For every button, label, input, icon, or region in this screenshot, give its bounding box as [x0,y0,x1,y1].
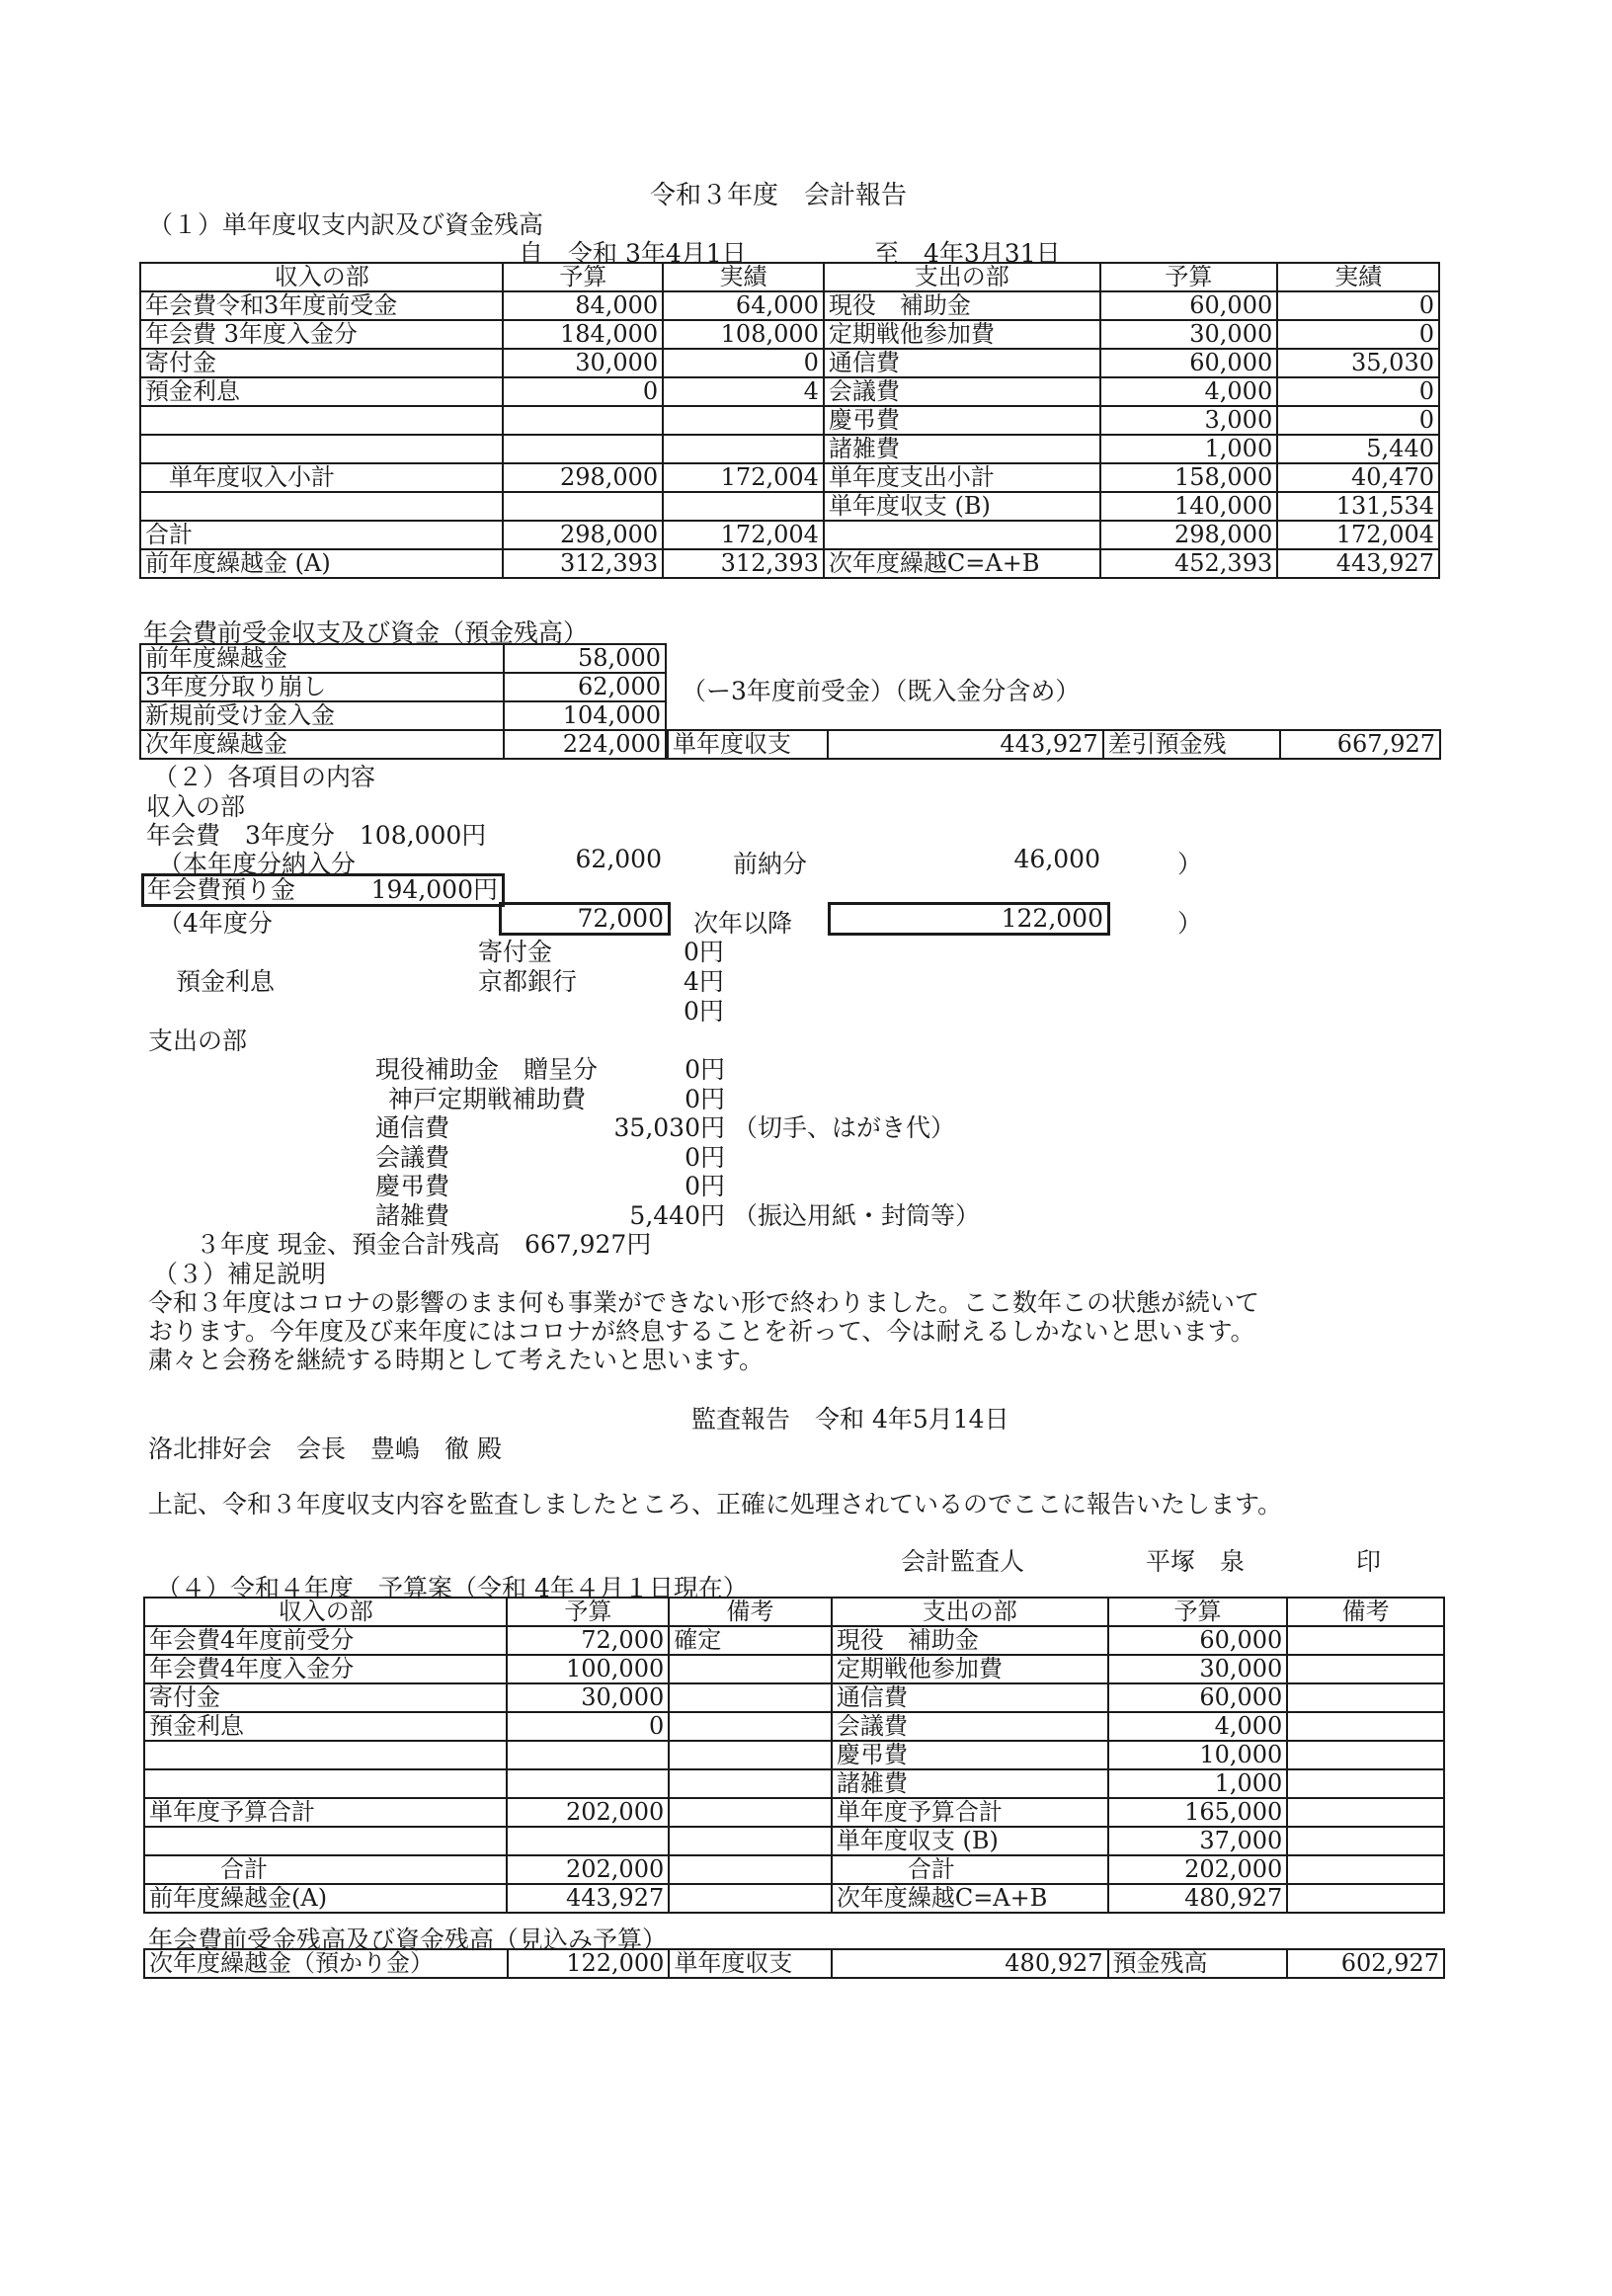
income-budget-cell: 30,000 [503,349,663,377]
income-budget-cell: 298,000 [503,463,663,492]
expense-actual-cell: 172,004 [1277,521,1439,549]
table-row [144,1683,1444,1712]
income-budget-cell: 84,000 [503,291,663,320]
income-item-cell [140,435,503,463]
expense-item-value: 0円 [685,1142,725,1172]
expense-item-cell: 諸雑費 [832,1769,1108,1798]
donation-value: 0円 [684,938,724,966]
income-budget-cell [507,1769,669,1798]
table-row [144,1626,1444,1655]
period-from: 自 令和 3年4月1日 [519,239,747,268]
income-actual-cell: 312,393 [663,549,824,578]
income-budget-cell: 30,000 [507,1683,669,1712]
auditor-name: 平塚 泉 [1146,1547,1246,1576]
expense-item-cell: 慶弔費 [824,406,1100,435]
income-actual-cell [663,435,824,463]
income-budget-cell: 202,000 [507,1855,669,1884]
expense-budget-cell: 165,000 [1108,1798,1288,1827]
income-item-cell: 年会費4年度前受分 [144,1626,507,1655]
forecast-single-label: 単年度収支 [669,1949,832,1978]
prepaid-note: （ー3年度前受金）（既入金分含め） [682,677,1081,705]
income-expense-table [139,262,1440,579]
expense-item-cell: 定期戦他参加費 [832,1655,1108,1683]
expense-item-value: 0円 [685,1084,725,1113]
audit-heading: 監査報告 令和 4年5月14日 [691,1405,1009,1434]
table-row [140,435,1439,463]
expense-item-cell: 通信費 [832,1683,1108,1712]
table-row [140,673,666,701]
expense-actual-cell: 0 [1277,320,1439,349]
period-to: 至 4年3月31日 [874,239,1061,268]
bank-value: 4円 [684,967,724,996]
expense-remarks-cell [1287,1884,1444,1913]
prepaid-item-cell: 新規前受け金入金 [140,701,504,730]
income-item-cell: 前年度繰越金(A) [144,1884,507,1913]
expense-remarks-cell [1287,1827,1444,1855]
expense-item-cell: 会議費 [832,1712,1108,1741]
table-row [144,1798,1444,1827]
income-item-cell: 寄付金 [144,1683,507,1712]
income-item-header: 収入の部 [144,1598,507,1626]
forecast-label: 次年度繰越金（預かり金） [144,1949,508,1978]
diff-balance-label: 差引預金残 [1103,730,1281,759]
income-budget-cell [503,435,663,463]
forecast-balance-label: 預金残高 [1108,1949,1288,1978]
expense-budget-cell: 37,000 [1108,1827,1288,1855]
income-actual-cell [663,492,824,521]
prepay-value: 46,000 [1013,845,1100,873]
expense-item-cell: 現役 補助金 [824,291,1100,320]
income-budget-cell: 100,000 [507,1655,669,1683]
expense-item-header: 支出の部 [832,1598,1108,1626]
expense-remarks-header: 備考 [1287,1598,1444,1626]
income-item-cell: 預金利息 [144,1712,507,1741]
income-budget-cell [507,1741,669,1769]
expense-actual-cell: 0 [1277,291,1439,320]
table-row [144,1712,1444,1741]
donation-label: 寄付金 [478,938,553,966]
income-actual-cell: 4 [663,377,824,406]
income-actual-header: 実績 [663,263,824,291]
income-item-cell: 合計 [140,521,503,549]
expense-actual-header: 実績 [1277,263,1439,291]
note-line-2: おります。今年度及び来年度にはコロナが終息することを祈って、今は耐えるしかないと思います。 [148,1317,1255,1346]
fee-sub-value: 62,000 [575,845,662,873]
income-budget-cell [503,492,663,521]
expense-item-label: 現役補助金 贈呈分 [375,1055,599,1084]
forecast-heading: 年会費前受金残高及び資金残高（見込み予算） [148,1926,668,1954]
audit-body: 上記、令和３年度収支内容を監査しましたところ、正確に処理されているのでここに報告いたします。 [148,1490,1283,1518]
income-actual-cell: 108,000 [663,320,824,349]
expense-remarks-cell [1287,1626,1444,1655]
expense-budget-header: 予算 [1100,263,1278,291]
section2-heading: （２）各項目の内容 [153,763,376,791]
expense-remarks-cell [1287,1769,1444,1798]
next-label: 次年以降 [693,909,793,938]
expense-item-cell: 会議費 [824,377,1100,406]
bank-label: 京都銀行 [478,967,578,996]
expense-item-cell: 諸雑費 [824,435,1100,463]
expense-item-value: 0円 [685,1172,725,1200]
deposit-box [141,873,505,907]
table-row [140,463,1439,492]
other-value: 0円 [684,997,724,1025]
income-budget-cell: 298,000 [503,521,663,549]
expense-remarks-cell [1287,1712,1444,1741]
income-budget-cell: 312,393 [503,549,663,578]
expense-item-cell: 現役 補助金 [832,1626,1108,1655]
expense-item-cell: 次年度繰越C=A+B [832,1884,1108,1913]
prepaid-amount-cell: 62,000 [504,673,666,701]
expense-item-label: 通信費 [375,1113,450,1142]
expense-actual-cell: 0 [1277,377,1439,406]
expense-budget-cell: 1,000 [1108,1769,1288,1798]
prepaid-table [139,643,667,760]
table-row [144,1769,1444,1798]
table-row [144,1884,1444,1913]
income-remarks-cell: 確定 [669,1626,832,1655]
table-row [140,349,1439,377]
table-row [140,521,1439,549]
expense-remarks-cell [1287,1683,1444,1712]
diff-balance-value: 667,927 [1280,730,1440,759]
expense-item-note: （振込用紙・封筒等） [733,1200,981,1230]
expense-budget-cell: 30,000 [1108,1655,1288,1683]
expense-remarks-cell [1287,1798,1444,1827]
table-row [140,406,1439,435]
expense-budget-cell: 60,000 [1108,1626,1288,1655]
fee-sub-label: （本年度分納入分 [158,850,357,878]
expense-actual-cell: 5,440 [1277,435,1439,463]
expense-budget-cell: 140,000 [1100,492,1278,521]
income-budget-header: 予算 [503,263,663,291]
expense-heading: 支出の部 [148,1026,248,1055]
expense-item-value: 35,030円 [613,1113,725,1142]
fy4-label: （4年度分 [158,909,273,938]
expense-budget-cell: 3,000 [1100,406,1278,435]
income-item-cell: 年会費 3年度入金分 [140,320,503,349]
income-item-cell: 合計 [144,1855,507,1884]
fy4-value: 72,000 [499,902,671,936]
expense-budget-cell: 60,000 [1108,1683,1288,1712]
income-item-cell [140,492,503,521]
expense-item-value: 5,440円 [629,1200,725,1230]
income-item-cell: 年会費4年度入金分 [144,1655,507,1683]
expense-actual-cell: 40,470 [1277,463,1439,492]
deposit-label: 年会費預り金 [147,875,296,904]
income-budget-cell: 0 [503,377,663,406]
income-budget-cell: 184,000 [503,320,663,349]
income-item-cell [144,1769,507,1798]
expense-budget-cell: 202,000 [1108,1855,1288,1884]
single-year-value: 443,927 [828,730,1103,759]
expense-item-value: 0円 [685,1055,725,1084]
income-remarks-cell [669,1683,832,1712]
expense-item-label: 神戸定期戦補助費 [388,1084,587,1113]
close-paren-2: ） [1177,909,1203,938]
income-actual-cell: 0 [663,349,824,377]
income-budget-cell: 443,927 [507,1884,669,1913]
expense-budget-cell: 4,000 [1100,377,1278,406]
income-remarks-cell [669,1655,832,1683]
page-title: 令和３年度 会計報告 [650,181,908,210]
expense-budget-cell: 30,000 [1100,320,1278,349]
expense-actual-cell: 0 [1277,406,1439,435]
income-remarks-header: 備考 [669,1598,832,1626]
income-remarks-cell [669,1855,832,1884]
expense-item-note: （切手、はがき代） [733,1113,956,1142]
prepaid-item-cell: 3年度分取り崩し [140,673,504,701]
auditor-title: 会計監査人 [901,1547,1025,1576]
expense-item-cell: 慶弔費 [832,1741,1108,1769]
table-row [140,549,1439,578]
forecast-single-value: 480,927 [832,1949,1107,1978]
prepaid-amount-cell: 104,000 [504,701,666,730]
income-item-cell [144,1827,507,1855]
table-row [140,492,1439,521]
section3-heading: （３）補足説明 [153,1260,327,1288]
income-remarks-cell [669,1827,832,1855]
table-row [140,644,666,673]
next-value: 122,000 [828,902,1110,936]
expense-item-label: 会議費 [375,1142,450,1172]
forecast-row [143,1948,1445,1979]
expense-item-cell: 合計 [832,1855,1108,1884]
note-line-3: 粛々と会務を継続する時期として考えたいと思います。 [148,1346,765,1374]
income-remarks-cell [669,1798,832,1827]
income-actual-cell: 64,000 [663,291,824,320]
table-row [144,1855,1444,1884]
expense-budget-cell: 60,000 [1100,291,1278,320]
expense-remarks-cell [1287,1655,1444,1683]
table-row [140,291,1439,320]
fee-line: 年会費 3年度分 108,000円 [146,821,487,850]
deposit-value: 194,000円 [370,875,498,904]
expense-budget-cell: 4,000 [1108,1712,1288,1741]
expense-budget-cell: 298,000 [1100,521,1278,549]
income-item-cell: 単年度収入小計 [140,463,503,492]
expense-actual-cell: 443,927 [1277,549,1439,578]
income-budget-cell: 72,000 [507,1626,669,1655]
expense-budget-cell: 480,927 [1108,1884,1288,1913]
income-remarks-cell [669,1712,832,1741]
expense-actual-cell: 35,030 [1277,349,1439,377]
table-row [144,1827,1444,1855]
income-budget-header: 予算 [507,1598,669,1626]
income-heading: 収入の部 [146,792,246,821]
expense-item-cell: 単年度収支 (B) [832,1827,1108,1855]
interest-label: 預金利息 [176,967,276,996]
income-remarks-cell [669,1741,832,1769]
total-line: ３年度 現金、預金合計残高 667,927円 [196,1230,652,1259]
single-year-label: 単年度収支 [668,730,828,759]
expense-item-cell: 単年度収支 (B) [824,492,1100,521]
section1-heading: （１）単年度収支内訳及び資金残高 [148,210,544,239]
expense-item-cell: 単年度支出小計 [824,463,1100,492]
expense-remarks-cell [1287,1855,1444,1884]
income-remarks-cell [669,1769,832,1798]
expense-actual-cell: 131,534 [1277,492,1439,521]
table-row [140,701,666,730]
prepaid-heading: 年会費前受金収支及び資金（預金残高） [143,618,589,647]
income-item-cell: 預金利息 [140,377,503,406]
income-item-header: 収入の部 [140,263,503,291]
audit-addressee: 洛北排好会 会長 豊嶋 徹 殿 [148,1435,502,1463]
table-row [144,1741,1444,1769]
income-budget-cell: 0 [507,1712,669,1741]
expense-item-cell: 次年度繰越C=A+B [824,549,1100,578]
prepaid-amount-cell: 58,000 [504,644,666,673]
prepaid-item-cell: 次年度繰越金 [140,730,504,759]
expense-item-cell: 通信費 [824,349,1100,377]
income-budget-cell: 202,000 [507,1798,669,1827]
expense-budget-cell: 452,393 [1100,549,1278,578]
expense-budget-cell: 158,000 [1100,463,1278,492]
section4-heading: （４）令和４年度 予算案（令和 4年４月１日現在） [156,1574,748,1602]
expense-budget-cell: 10,000 [1108,1741,1288,1769]
expense-item-cell: 単年度予算合計 [832,1798,1108,1827]
seal-mark: 印 [1356,1547,1382,1576]
expense-item-header: 支出の部 [824,263,1100,291]
prepaid-amount-cell: 224,000 [504,730,666,759]
forecast-balance-value: 602,927 [1287,1949,1444,1978]
expense-item-cell: 定期戦他参加費 [824,320,1100,349]
income-item-cell [140,406,503,435]
expense-budget-header: 予算 [1108,1598,1288,1626]
income-item-cell: 前年度繰越金 (A) [140,549,503,578]
income-budget-cell [503,406,663,435]
close-paren-1: ） [1177,850,1203,878]
income-actual-cell: 172,004 [663,463,824,492]
income-budget-cell [507,1827,669,1855]
table-row [144,1655,1444,1683]
income-actual-cell [663,406,824,435]
income-item-cell: 寄付金 [140,349,503,377]
expense-budget-cell: 1,000 [1100,435,1278,463]
note-line-1: 令和３年度はコロナの影響のまま何も事業ができない形で終わりました。ここ数年この状態が続いて [148,1288,1260,1317]
expense-budget-cell: 60,000 [1100,349,1278,377]
prepaid-summary-row [667,729,1441,760]
table-row [140,377,1439,406]
income-actual-cell: 172,004 [663,521,824,549]
prepaid-item-cell: 前年度繰越金 [140,644,504,673]
income-item-cell [144,1741,507,1769]
expense-item-label: 慶弔費 [375,1172,450,1200]
budget-table [143,1597,1445,1914]
expense-item-cell [824,521,1100,549]
income-item-cell: 単年度予算合計 [144,1798,507,1827]
prepay-label: 前納分 [733,850,808,878]
table-row [140,320,1439,349]
income-item-cell: 年会費令和3年度前受金 [140,291,503,320]
forecast-carry-value: 122,000 [508,1949,670,1978]
expense-item-label: 諸雑費 [375,1200,450,1230]
income-remarks-cell [669,1884,832,1913]
table-row [140,730,666,759]
expense-remarks-cell [1287,1741,1444,1769]
